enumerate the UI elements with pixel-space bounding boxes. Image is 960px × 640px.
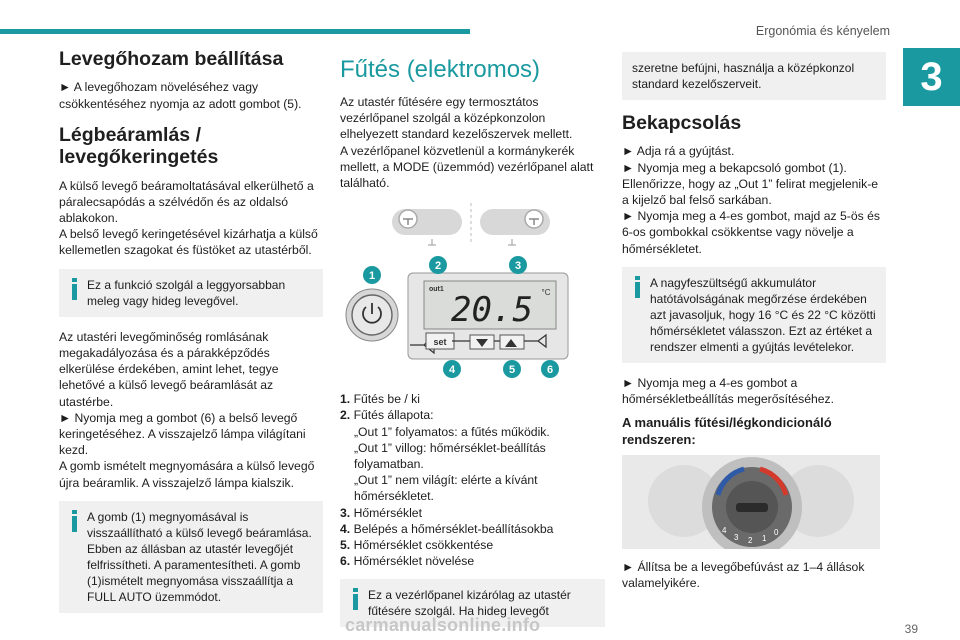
callout-6: 6 [546, 364, 554, 377]
set-button-label: set [433, 337, 447, 348]
text-quality-2: ► Nyomja meg a gombot (6) a belső levegő keringetéséhez. A visszajelző lámpa világítani kezd. [59, 410, 306, 458]
list-subitem: „Out 1” nem világít: elérte a kívánt hőmérsékletet. [354, 473, 538, 504]
list-item: 2. Fűtés állapota: [340, 408, 434, 423]
column-2 [340, 48, 605, 639]
text-on-4: ► Nyomja meg a 4-es gombot, majd az 5-ös és 6-os gombokkal csökkentse vagy növelje a hőmérsékletet. [622, 209, 880, 256]
heading-heating: Fűtés (elektromos) [340, 56, 541, 83]
info-note-continued [622, 52, 886, 100]
text-on-2: ► Nyomja meg a bekapcsoló gombot (1). [622, 160, 847, 175]
text-heating-1: Az utastér fűtésére egy termosztátos vezérlőpanel szolgál a középkonzolon elhelyezett standard kezelőszervek mellett. [340, 95, 573, 142]
fan-dial-drawing [622, 455, 880, 549]
header-accent-bar [0, 29, 470, 34]
heading-switch-on: Bekapcsolás [622, 112, 742, 134]
text-quality-1: Az utastéri levegőminőség romlásának megakadályozása és a párakképződés elkerülése érdekében, amint lehet, tegye lehetővé a külső levegő beáramlását az utastérbe. [59, 329, 279, 409]
list-item: 5. Hőmérséklet csökkentése [340, 538, 494, 553]
page-number: 39 [904, 622, 918, 636]
callout-4: 4 [448, 364, 456, 377]
list-item: 3. Hőmérséklet [340, 505, 422, 520]
info-icon [631, 276, 644, 298]
callout-5: 5 [508, 364, 516, 377]
info-icon [349, 588, 362, 610]
heading-recirculation: Légbeáramlás / levegőkeringetés [59, 123, 219, 169]
chapter-number-tab: 3 [903, 48, 960, 106]
watermark: carmanualsonline.info [345, 615, 541, 635]
dial-label-0: 0 [774, 528, 779, 538]
text-airflow: ► A levegőhozam növeléséhez vagy csökkentéséhez nyomja az adott gombot (5). [59, 80, 302, 111]
callout-2: 2 [434, 260, 442, 273]
column-1 [59, 48, 323, 625]
note-text: A gomb (1) megnyomásával is visszaállítható a külső levegő beáramlása. Ebben az állásban az utastér levegőjét felfrissítheti. A paramentesítheti. A gomb (1)ismételt megnyomása visszaállítja a FULL AUTO üzemmódot. [87, 509, 312, 604]
info-note [59, 501, 323, 613]
note-text: Ez a vezérlőpanel kizárólag az utastér fűtésére szolgál. Ha hideg levegőt [368, 588, 571, 619]
info-icon [68, 510, 81, 532]
column-3 [622, 48, 886, 591]
info-note [622, 267, 886, 363]
list-subitem: „Out 1” folyamatos: a fűtés működik. [354, 424, 550, 439]
heading-airflow: Levegőhozam beállítása [59, 48, 284, 70]
text-on-1: ► Adja rá a gyújtást. [622, 144, 735, 159]
thermostat-control-panel [340, 255, 605, 385]
unit-label: °C [541, 288, 551, 298]
note-text: Ez a funkció szolgál a leggyorsabban meleg vagy hideg levegővel. [87, 277, 286, 308]
info-icon [68, 278, 81, 300]
list-item: 4. Belépés a hőmérséklet-beállításokba [340, 521, 554, 536]
out-indicator: out1 [429, 286, 444, 294]
text-on-3: Ellenőrizze, hogy az „Out 1” felirat megjelenik-e a kijelző bal felső sarkában. [622, 176, 879, 208]
text-quality-3: A gomb ismételt megnyomására a külső levegő újra beáramlik. A visszajelző lámpa kialszik. [59, 459, 315, 490]
section-header-title: Ergonómia és kényelem [755, 24, 890, 38]
callout-3: 3 [514, 260, 522, 273]
list-item: 1. Fűtés be / ki [340, 392, 420, 407]
thermostat-panel-drawing [340, 255, 605, 385]
dial-label-3: 3 [734, 533, 739, 543]
text-recirc-2: A belső levegő keringetésével kizárhatja a külső kellemetlen szagokat és füstöket az utastérből. [59, 227, 318, 258]
callout-1: 1 [368, 270, 376, 283]
fan-dial-illustration [622, 455, 880, 549]
text-confirm: ► Nyomja meg a 4-es gombot a hőmérsékletbeállítás megerősítéséhez. [622, 375, 835, 407]
info-note [59, 269, 323, 317]
legend-list [340, 391, 605, 569]
heading-manual-system: A manuális fűtési/légkondicionáló rendszeren: [622, 415, 832, 448]
steering-wheel-icon [340, 199, 605, 249]
steering-wheel-illustration [340, 199, 605, 249]
list-subitem: „Out 1” villog: hőmérséklet-beállítás folyamatban. [354, 440, 546, 472]
list-item: 6. Hőmérséklet növelése [340, 554, 475, 569]
text-recirc-1: A külső levegő beáramoltatásával elkerülhető a páralecsapódás a szélvédőn és az oldalsó ablakokon. [59, 178, 314, 226]
note-text: A nagyfeszültségű akkumulátor hatótávolságának megőrzése érdekében azt javasoljuk, hogy 16 °C és 22 °C közötti hőmérsékletet válasszon. Ezt az értéket a rendszer elmenti a gyújtás levételekor. [650, 275, 876, 354]
dial-label-2: 2 [748, 536, 753, 546]
note-text: szeretne befújni, használja a középkonzol standard kezelőszerveit. [632, 61, 855, 91]
dial-label-4: 4 [722, 526, 727, 536]
temperature-display: 20.5 [451, 290, 533, 331]
dial-label-1: 1 [762, 534, 767, 544]
text-heating-2: A vezérlőpanel közvetlenül a kormánykerék mellett, a MODE (üzemmód) vezérlőpanel alatt található. [340, 143, 594, 191]
text-manual: ► Állítsa be a levegőbefúvást az 1–4 állások valamelyikére. [622, 560, 865, 591]
